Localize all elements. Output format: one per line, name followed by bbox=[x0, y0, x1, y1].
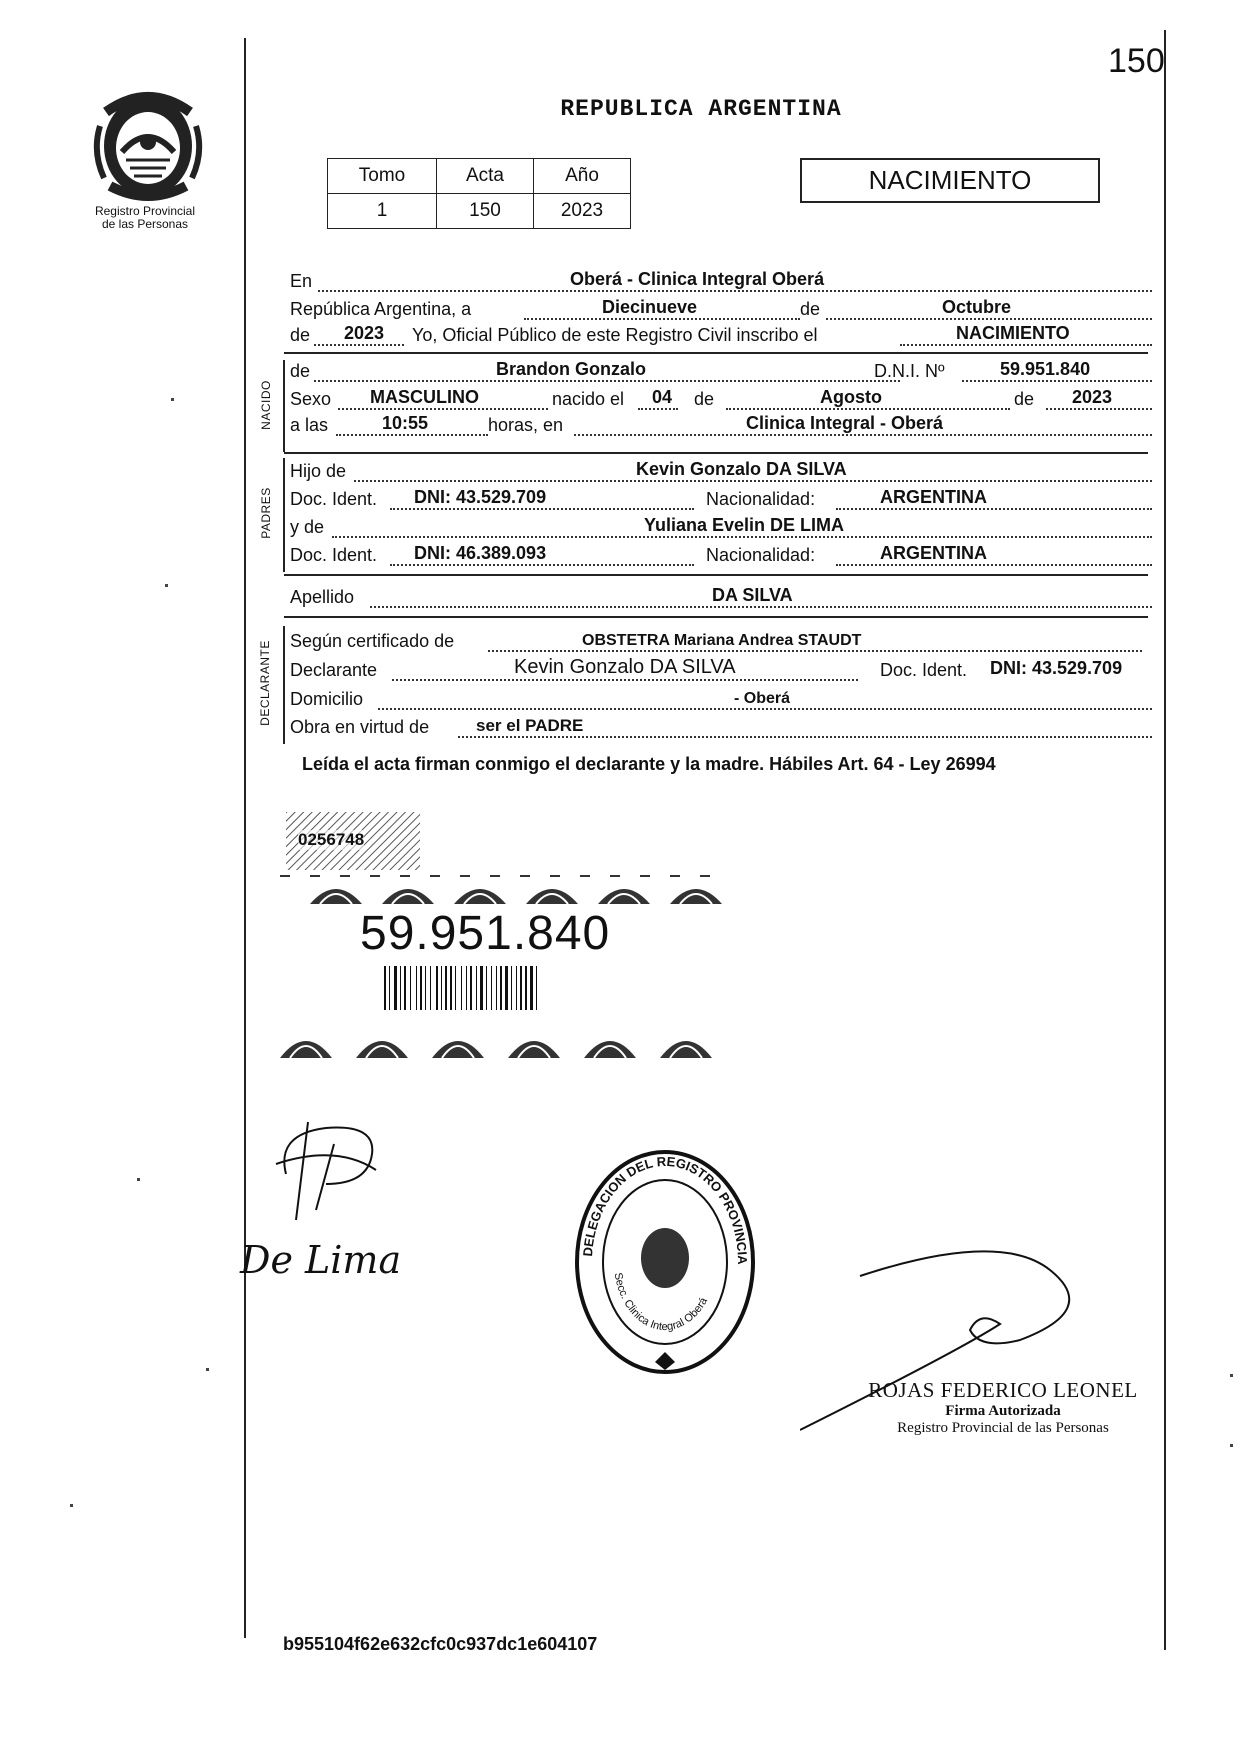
left-margin-line bbox=[244, 38, 246, 1638]
row-date bbox=[290, 298, 1150, 324]
label-nacionalidad-father: Nacionalidad: bbox=[706, 489, 816, 509]
section-divider bbox=[284, 616, 1148, 618]
value-mother-nat: ARGENTINA bbox=[880, 543, 987, 563]
row-father-doc bbox=[290, 488, 1150, 514]
barcode-bar bbox=[420, 966, 422, 1010]
barcode-bar bbox=[416, 966, 417, 1010]
row-domicilio bbox=[290, 688, 1150, 714]
barcode-bar bbox=[480, 966, 483, 1010]
barcode-bar bbox=[436, 966, 438, 1010]
label-sexo: Sexo bbox=[290, 389, 332, 409]
label-domicilio: Domicilio bbox=[290, 689, 364, 709]
scan-mark bbox=[165, 584, 168, 587]
record-type-box: NACIMIENTO bbox=[800, 158, 1100, 203]
label-republica: República Argentina, a bbox=[290, 299, 472, 319]
value-child-name: Brandon Gonzalo bbox=[496, 359, 646, 379]
label-en: En bbox=[290, 271, 313, 291]
label-doc-father: Doc. Ident. bbox=[290, 489, 378, 509]
label-apellido: Apellido bbox=[290, 587, 355, 607]
label-doc-mother: Doc. Ident. bbox=[290, 545, 378, 565]
row-year bbox=[290, 324, 1150, 350]
table-value-acta: 150 bbox=[437, 194, 534, 229]
row-certificado bbox=[290, 630, 1150, 656]
label-dni: D.N.I. Nº bbox=[874, 361, 945, 381]
seal-outer-text: DELEGACION DEL REGISTRO PROVINCIA bbox=[580, 1153, 751, 1265]
security-arc-band-top bbox=[280, 872, 724, 908]
value-dni: 59.951.840 bbox=[1000, 359, 1091, 379]
row-mother bbox=[290, 516, 1150, 542]
barcode-bar bbox=[536, 966, 537, 1010]
barcode-bar bbox=[430, 966, 431, 1010]
label-de-month: de bbox=[694, 389, 715, 409]
registry-table bbox=[327, 158, 631, 229]
barcode-bar bbox=[466, 966, 467, 1010]
table-value-tomo: 1 bbox=[328, 194, 437, 229]
section-label-declarante: DECLARANTE bbox=[258, 640, 272, 726]
barcode bbox=[382, 966, 602, 1010]
barcode-bar bbox=[496, 966, 497, 1010]
id-number-large: 59.951.840 bbox=[360, 907, 611, 960]
right-margin-line bbox=[1164, 30, 1166, 1650]
security-arc-band-bottom bbox=[276, 1020, 720, 1060]
row-obra bbox=[290, 716, 1150, 742]
barcode-bar bbox=[450, 966, 452, 1010]
label-nacionalidad-mother: Nacionalidad: bbox=[706, 545, 816, 565]
barcode-bar bbox=[470, 966, 472, 1010]
seal-inner-text: Secc. Clinica Integral Oberá bbox=[611, 1271, 710, 1334]
barcode-bar bbox=[511, 966, 512, 1010]
declarante-bar bbox=[283, 626, 285, 744]
label-de: de bbox=[800, 299, 821, 319]
official-role: Firma Autorizada bbox=[945, 1403, 1061, 1419]
label-year-prefix: de bbox=[290, 325, 311, 345]
label-y-de: y de bbox=[290, 517, 325, 537]
barcode-bar bbox=[404, 966, 406, 1010]
document-hash: b955104f62e632cfc0c937dc1e604107 bbox=[283, 1634, 598, 1654]
security-stamp bbox=[286, 812, 420, 870]
scan-mark bbox=[206, 1368, 209, 1371]
section-divider bbox=[284, 352, 1148, 354]
table-header-acta: Acta bbox=[437, 159, 534, 194]
value-apellido: DA SILVA bbox=[712, 585, 793, 605]
value-declarante-doc: DNI: 43.529.709 bbox=[990, 658, 1123, 678]
label-horas-en: horas, en bbox=[488, 415, 564, 435]
scan-mark bbox=[171, 398, 174, 401]
row-father bbox=[290, 460, 1150, 486]
barcode-bar bbox=[445, 966, 447, 1010]
label-obra: Obra en virtud de bbox=[290, 717, 430, 737]
barcode-bar bbox=[491, 966, 492, 1010]
value-place: Oberá - Clinica Integral Oberá bbox=[570, 269, 825, 289]
table-header-anio: Año bbox=[534, 159, 631, 194]
row-place bbox=[290, 270, 1150, 296]
barcode-bar bbox=[520, 966, 522, 1010]
barcode-bar bbox=[525, 966, 527, 1010]
label-a-las: a las bbox=[290, 415, 329, 435]
logo-caption-line2: de las Personas bbox=[101, 217, 189, 231]
nacido-bar bbox=[283, 360, 285, 452]
value-year: 2023 bbox=[344, 323, 385, 343]
page-number: 150 bbox=[1108, 42, 1165, 80]
barcode-bar bbox=[389, 966, 390, 1010]
value-father-nat: ARGENTINA bbox=[880, 487, 987, 507]
label-declarante: Declarante bbox=[290, 660, 378, 680]
value-domicilio: - Oberá bbox=[734, 690, 791, 707]
table-value-anio: 2023 bbox=[534, 194, 631, 229]
value-sexo: MASCULINO bbox=[370, 387, 479, 407]
barcode-bar bbox=[505, 966, 508, 1010]
label-hijo-de: Hijo de bbox=[290, 461, 347, 481]
row-declarante bbox=[290, 656, 1150, 685]
mother-signature: De Lima bbox=[240, 1238, 402, 1282]
value-act: NACIMIENTO bbox=[956, 323, 1070, 343]
value-birth-year: 2023 bbox=[1072, 387, 1113, 407]
barcode-bar bbox=[394, 966, 397, 1010]
value-day: Diecinueve bbox=[602, 297, 698, 317]
value-birth-month: Agosto bbox=[820, 387, 882, 407]
official-org: Registro Provincial de las Personas bbox=[897, 1420, 1109, 1436]
value-father-doc: DNI: 43.529.709 bbox=[414, 487, 547, 507]
barcode-bar bbox=[476, 966, 477, 1010]
barcode-bar bbox=[425, 966, 426, 1010]
value-hour: 10:55 bbox=[382, 413, 429, 433]
section-divider bbox=[284, 574, 1148, 576]
value-mother-doc: DNI: 46.389.093 bbox=[414, 543, 547, 563]
value-certificado: OBSTETRA Mariana Andrea STAUDT bbox=[582, 632, 862, 649]
row-mother-doc bbox=[290, 544, 1150, 570]
section-divider bbox=[284, 452, 1148, 454]
barcode-bar bbox=[461, 966, 462, 1010]
barcode-bar bbox=[455, 966, 456, 1010]
scan-mark bbox=[1230, 1374, 1233, 1377]
barcode-bar bbox=[486, 966, 487, 1010]
section-label-nacido: NACIDO bbox=[259, 380, 273, 430]
value-birth-day: 04 bbox=[652, 387, 673, 407]
padres-bar bbox=[283, 458, 285, 572]
logo-caption-line1: Registro Provincial bbox=[94, 204, 196, 218]
label-de-year: de bbox=[1014, 389, 1035, 409]
label-doc-declarante: Doc. Ident. bbox=[880, 660, 968, 680]
official-block bbox=[858, 1378, 1148, 1437]
row-apellido bbox=[290, 586, 1150, 612]
barcode-bar bbox=[410, 966, 411, 1010]
document-title: REPUBLICA ARGENTINA bbox=[560, 96, 842, 122]
section-label-padres: PADRES bbox=[259, 487, 273, 539]
barcode-bar bbox=[384, 966, 386, 1010]
barcode-bar bbox=[500, 966, 502, 1010]
barcode-bar bbox=[516, 966, 517, 1010]
label-certificado: Según certificado de bbox=[290, 631, 455, 651]
value-obra: ser el PADRE bbox=[476, 716, 584, 735]
scan-mark bbox=[137, 1178, 140, 1181]
label-officer-text: Yo, Oficial Público de este Registro Civil inscribo el bbox=[412, 325, 818, 345]
label-de-child: de bbox=[290, 361, 311, 381]
row-child-name bbox=[290, 360, 1150, 386]
stamp-number: 0256748 bbox=[298, 830, 365, 849]
declarant-signature bbox=[256, 1114, 406, 1224]
closing-note: Leída el acta firman conmigo el declarante y la madre. Hábiles Art. 64 - Ley 26994 bbox=[302, 754, 996, 774]
row-sex-birth bbox=[290, 388, 1150, 414]
scan-mark bbox=[1230, 1444, 1233, 1447]
official-name: ROJAS FEDERICO LEONEL bbox=[868, 1378, 1138, 1402]
value-declarante: Kevin Gonzalo DA SILVA bbox=[514, 656, 736, 678]
scan-mark bbox=[70, 1504, 73, 1507]
barcode-bar bbox=[530, 966, 533, 1010]
value-mother: Yuliana Evelin DE LIMA bbox=[644, 515, 845, 535]
barcode-bar bbox=[400, 966, 401, 1010]
value-father: Kevin Gonzalo DA SILVA bbox=[636, 459, 847, 479]
value-month: Octubre bbox=[942, 297, 1012, 317]
logo-caption bbox=[70, 205, 220, 231]
label-nacido-el: nacido el bbox=[552, 389, 625, 409]
barcode-bar bbox=[441, 966, 442, 1010]
value-birth-place: Clinica Integral - Oberá bbox=[746, 413, 944, 433]
table-header-tomo: Tomo bbox=[328, 159, 437, 194]
official-seal bbox=[572, 1148, 758, 1376]
row-birth-time bbox=[290, 414, 1150, 440]
